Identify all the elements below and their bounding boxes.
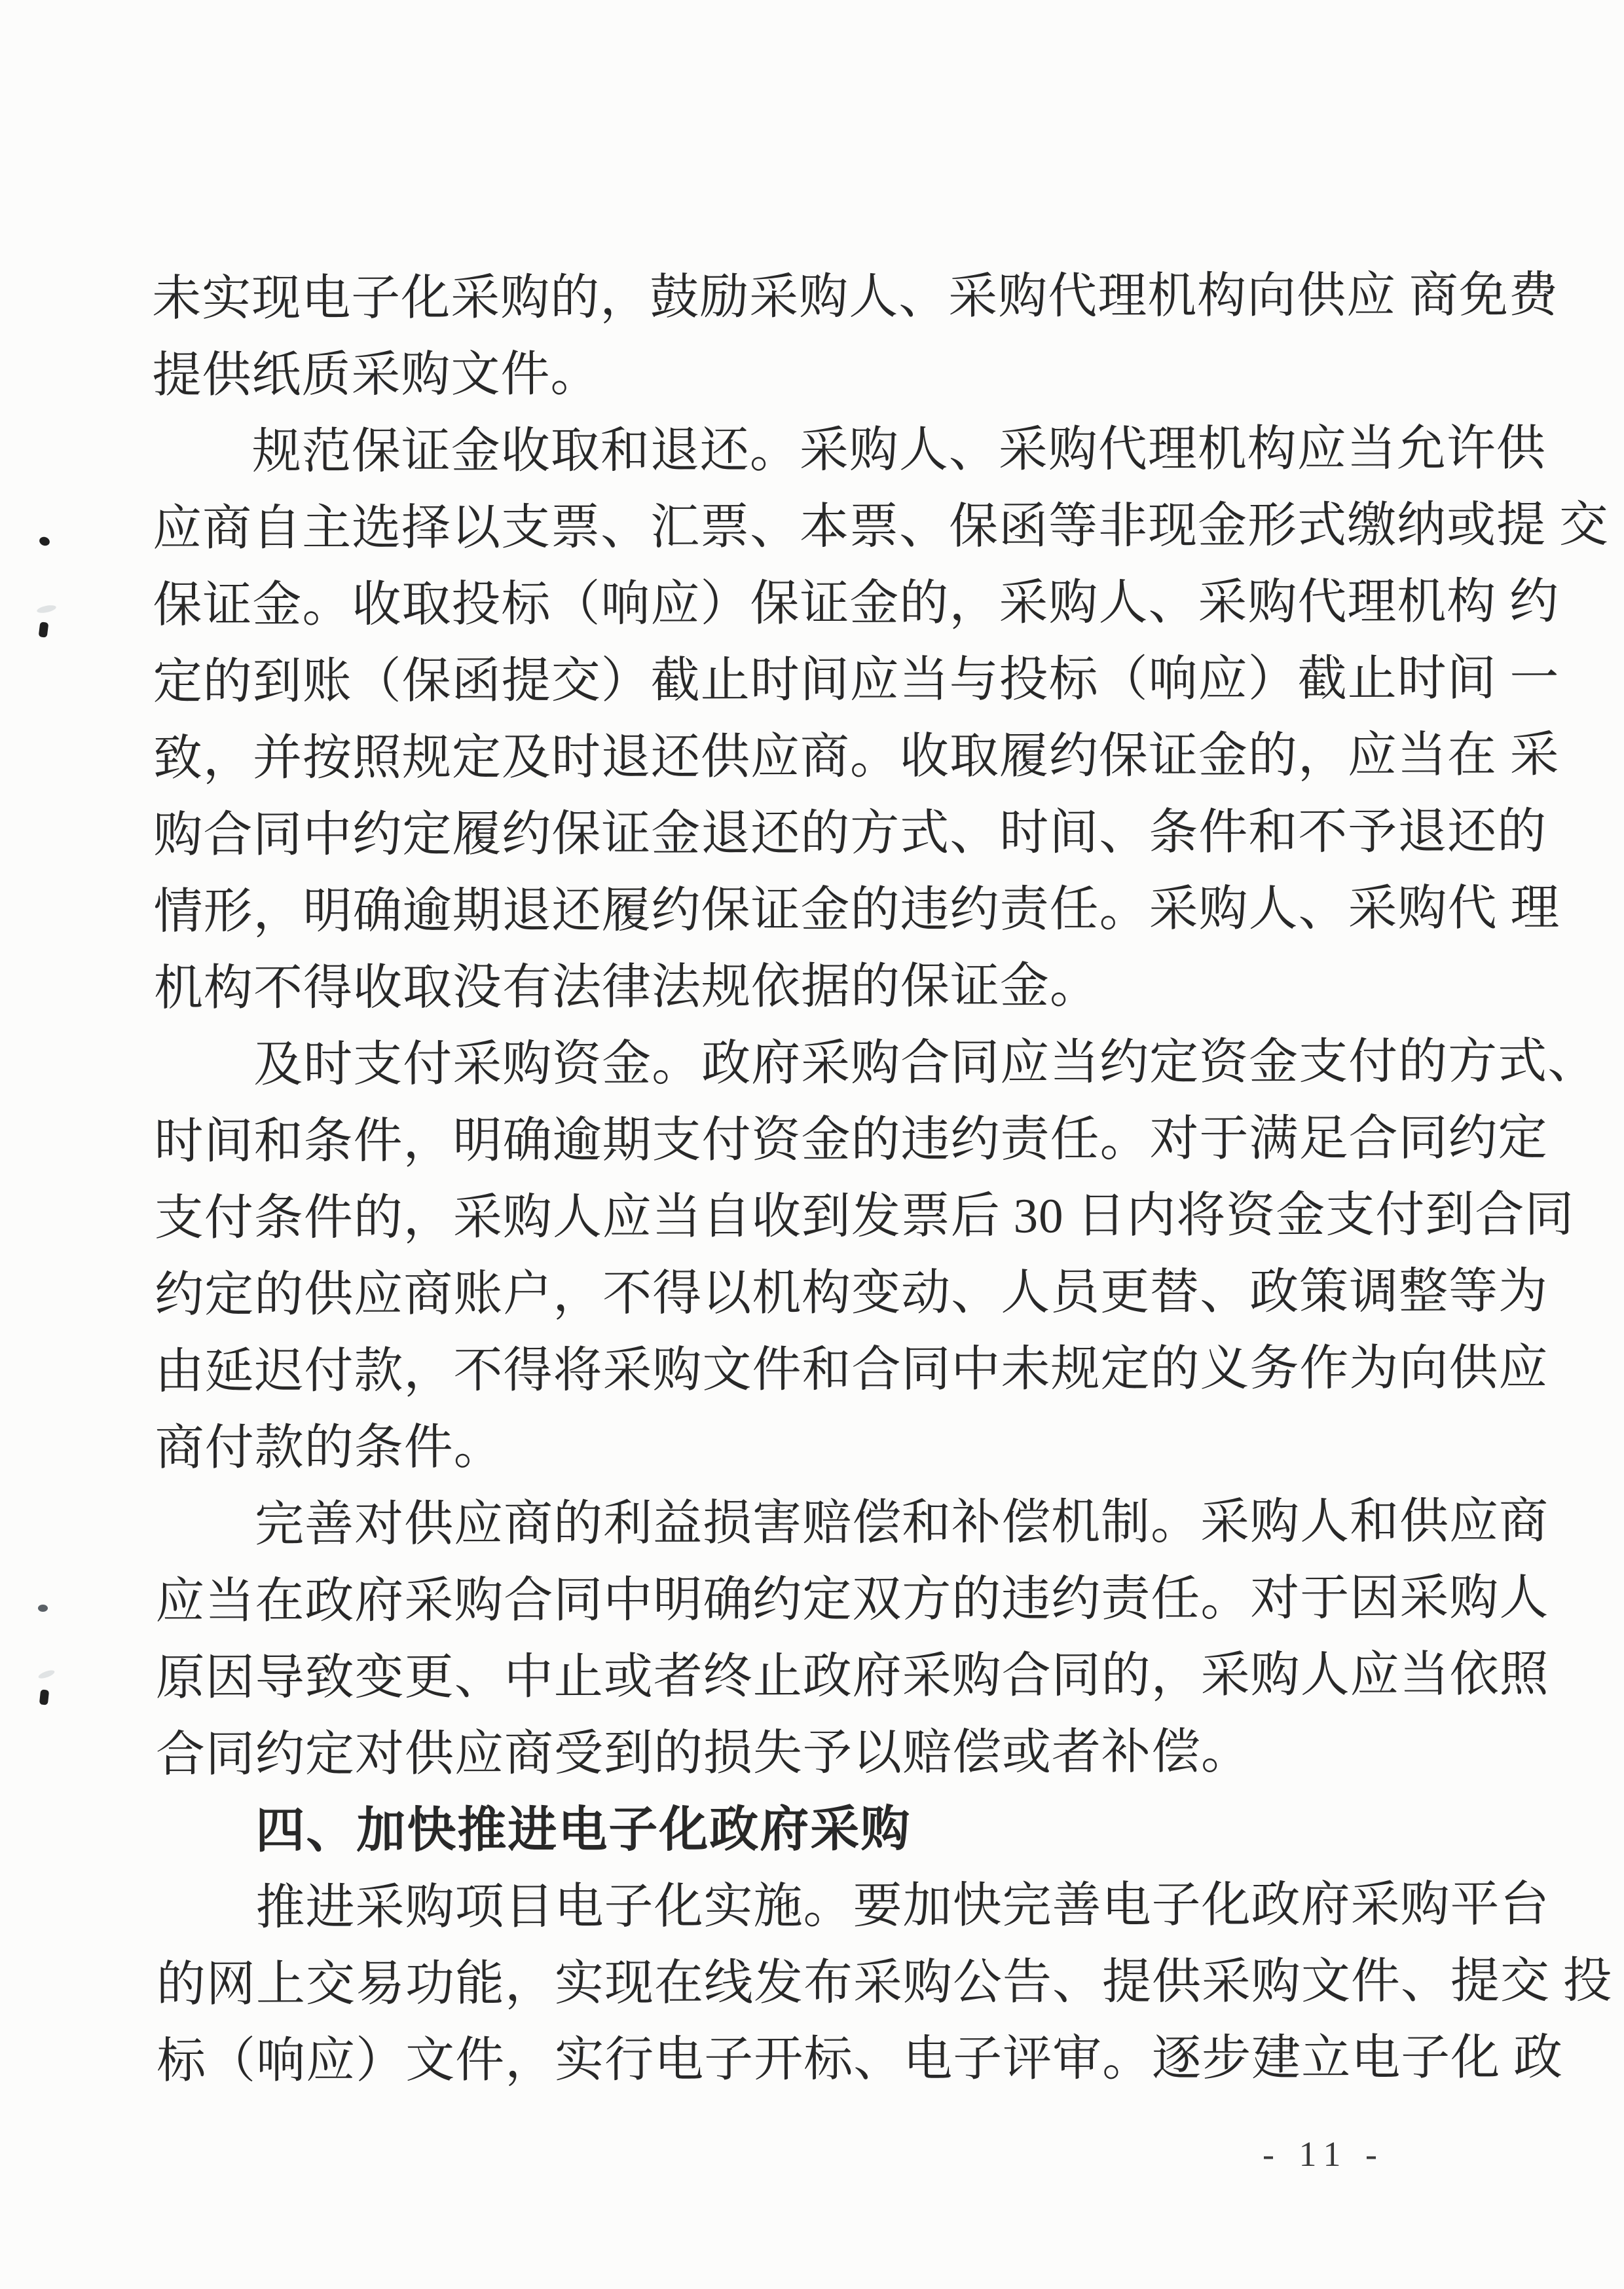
text-line: 合同约定对供应商受到的损失予以赔偿或者补偿。 <box>155 1724 1251 1782</box>
text-line: 购合同中约定履约保证金退还的方式、时间、条件和不予退还的 <box>153 804 1547 863</box>
text-line: 由延迟付款，不得将采购文件和合同中未规定的义务作为向供应 <box>155 1341 1549 1399</box>
text-line: 及时支付采购资金。政府采购合同应当约定资金支付的方式、 <box>253 1034 1598 1092</box>
page-number: - 11 - <box>1263 2134 1385 2174</box>
text-line: 四、加快推进电子化政府采购 <box>255 1802 912 1859</box>
text-line: 推进采购项目电子化实施。要加快完善电子化政府采购平台 <box>255 1877 1550 1935</box>
text-line: 规范保证金收取和退还。采购人、采购代理机构应当允许供 <box>251 421 1546 479</box>
text-line: 机构不得收取没有法律法规依据的保证金。 <box>153 959 1100 1016</box>
text-line: 未实现电子化采购的，鼓励采购人、采购代理机构向供应 商免费 <box>152 268 1559 326</box>
text-line: 时间和条件，明确逾期支付资金的违约责任。对于满足合同约定 <box>154 1111 1548 1169</box>
text-line: 约定的供应商账户，不得以机构变动、人员更替、政策调整等为 <box>155 1264 1549 1322</box>
text-line: 应当在政府采购合同中明确约定双方的违约责任。对于因采购人 <box>155 1571 1549 1629</box>
text-line: 提供纸质采购文件。 <box>152 347 600 403</box>
text-line: 完善对供应商的利益损害赔偿和补偿机制。采购人和供应商 <box>254 1494 1549 1552</box>
text-line: 商付款的条件。 <box>155 1420 504 1476</box>
text-line: 的网上交易功能，实现在线发布采购公告、提供采购文件、提交 投 <box>156 1954 1613 2012</box>
ink-speck <box>39 1689 49 1705</box>
text-line: 情形，明确逾期退还履约保证金的违约责任。采购人、采购代 理 <box>153 881 1560 939</box>
text-line: 定的到账（保函提交）截止时间应当与投标（响应）截止时间 一 <box>153 651 1560 709</box>
text-line: 致，并按照规定及时退还供应商。收取履约保证金的，应当在 采 <box>153 728 1560 786</box>
text-line: 应商自主选择以支票、汇票、本票、保函等非现金形式缴纳或提 交 <box>152 498 1609 556</box>
text-line: 支付条件的，采购人应当自收到发票后 30 日内将资金支付到合同 <box>154 1187 1575 1246</box>
scan-smudge <box>37 1669 56 1680</box>
ink-speck <box>38 1605 48 1612</box>
text-line: 标（响应）文件，实行电子开标、电子评审。逐步建立电子化 政 <box>157 2030 1564 2089</box>
text-line: 保证金。收取投标（响应）保证金的，采购人、采购代理机构 约 <box>153 574 1560 633</box>
ink-speck <box>38 536 50 548</box>
ink-speck <box>39 622 49 637</box>
scan-smudge <box>36 604 56 614</box>
text-line: 原因导致变更、中止或者终止政府采购合同的，采购人应当依照 <box>155 1647 1549 1705</box>
text-block <box>152 257 1613 2100</box>
